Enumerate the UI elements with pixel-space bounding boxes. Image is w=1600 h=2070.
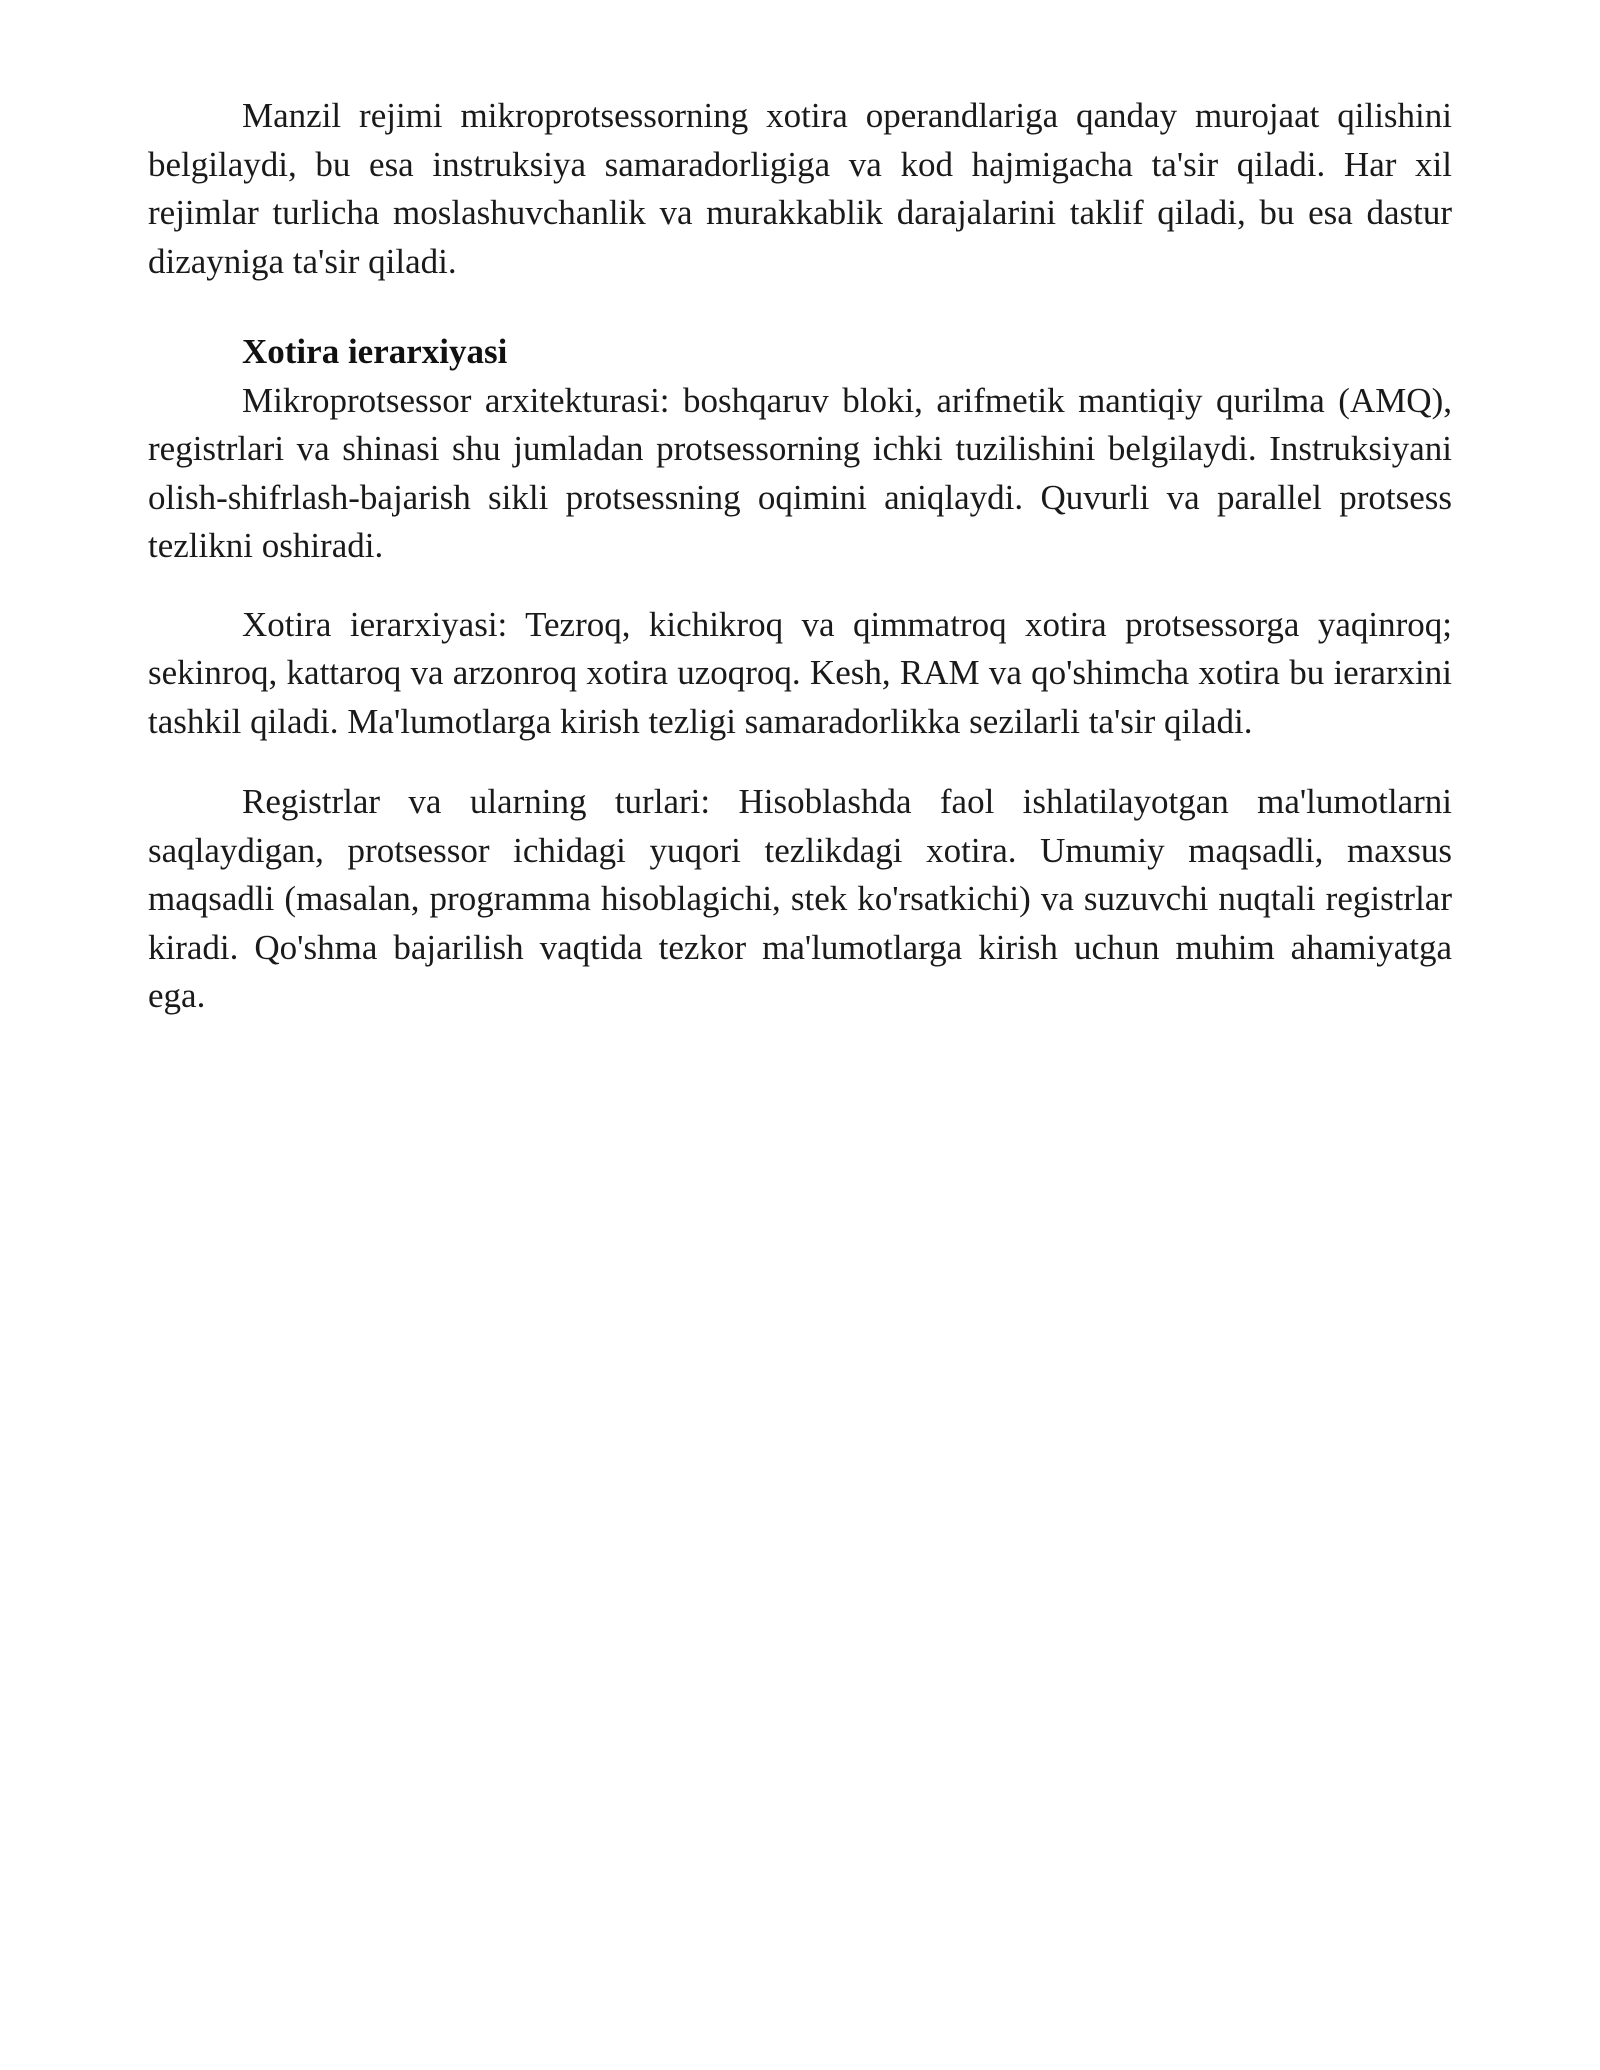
spacer [148,286,1452,328]
spacer [148,746,1452,778]
document-page [148,92,1452,1021]
paragraph-registers: Registrlar va ularning turlari: Hisoblashda faol ishlatilayotgan ma'lumotlarni saqlaydigan, protsessor ichidagi yuqori tezlikdagi xotira. Umumiy maqsadli, maxsus maqsadli (masalan, programma hisoblagichi, stek ko'rsatkichi) va suzuvchi nuqtali registrlar kiradi. Qo'shma bajarilish vaqtida tezkor ma'lumotlarga kirish uchun muhim ahamiyatga ega. [148,782,1452,1015]
section-heading: Xotira ierarxiyasi [242,332,508,371]
spacer [148,571,1452,601]
paragraph-memory-hierarchy: Xotira ierarxiyasi: Tezroq, kichikroq va qimmatroq xotira protsessorga yaqinroq; sekinroq, kattaroq va arzonroq xotira uzoqroq. Kesh, RAM va qo'shimcha xotira bu ierarxini tashkil qiladi. Ma'lumotlarga kirish tezligi samaradorlikka sezilarli ta'sir qiladi. [148,604,1452,741]
paragraph-addressing-modes: Manzil rejimi mikroprotsessorning xotira operandlariga qanday murojaat qilishini belgilaydi, bu esa instruksiya samaradorligiga va kod hajmigacha ta'sir qiladi. Har xil rejimlar turlicha moslashuvchanlik va murakkablik darajalarini taklif qiladi, bu esa dastur dizayniga ta'sir qiladi. [148,96,1452,281]
paragraph-architecture: Mikroprotsessor arxitekturasi: boshqaruv bloki, arifmetik mantiqiy qurilma (AMQ), registrlari va shinasi shu jumladan protsessorning ichki tuzilishini belgilaydi. Instruksiyani olish-shifrlash-bajarish sikli protsessning oqimini aniqlaydi. Quvurli va parallel protsess tezlikni oshiradi. [148,380,1452,565]
